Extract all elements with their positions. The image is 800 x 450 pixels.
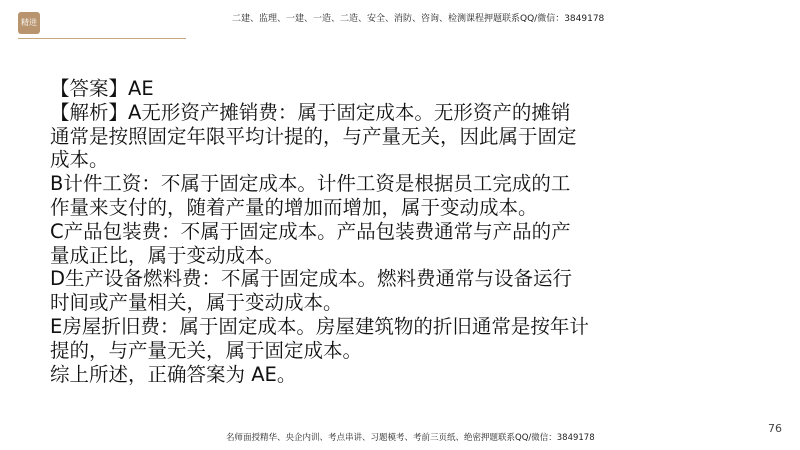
explanation-line: 通常是按照固定年限平均计提的，与产量无关，因此属于固定 <box>50 124 577 148</box>
explanation-line: D生产设备燃料费：不属于固定成本。燃料费通常与设备运行 <box>50 267 573 291</box>
explanation-line: C产品包装费：不属于固定成本。产品包装费通常与产品的产 <box>50 219 571 243</box>
conclusion-line: 综上所述，正确答案为 AE。 <box>50 362 297 386</box>
brand-logo: 精进 <box>18 12 40 34</box>
explanation-line: 时间或产量相关，属于变动成本。 <box>50 291 343 315</box>
explanation-line: 【解析】A无形资产摊销费：属于固定成本。无形资产的摊销 <box>50 100 571 124</box>
explanation-line: 提的，与产量无关，属于固定成本。 <box>50 338 363 362</box>
explanation-line: E房屋折旧费：属于固定成本。房屋建筑物的折旧通常是按年计 <box>50 314 589 338</box>
answer-explanation <box>50 77 610 386</box>
header-contact-text: 二建、监理、一建、一造、二造、安全、消防、咨询、检测课程押题联系QQ/微信：3849178 <box>232 14 605 24</box>
page-number: 76 <box>768 422 782 435</box>
footer-contact-text: 名师面授精华、央企内训、考点串讲、习题模考、考前三页纸、绝密押题联系QQ/微信：3849178 <box>226 433 595 443</box>
explanation-line: 成本。 <box>50 148 109 172</box>
header-divider <box>18 38 186 39</box>
explanation-line: B计件工资：不属于固定成本。计件工资是根据员工完成的工 <box>50 172 571 196</box>
explanation-line: 作量来支付的，随着产量的增加而增加，属于变动成本。 <box>50 195 538 219</box>
explanation-line: 量成正比，属于变动成本。 <box>50 243 285 267</box>
answer-line: 【答案】AE <box>50 77 154 100</box>
